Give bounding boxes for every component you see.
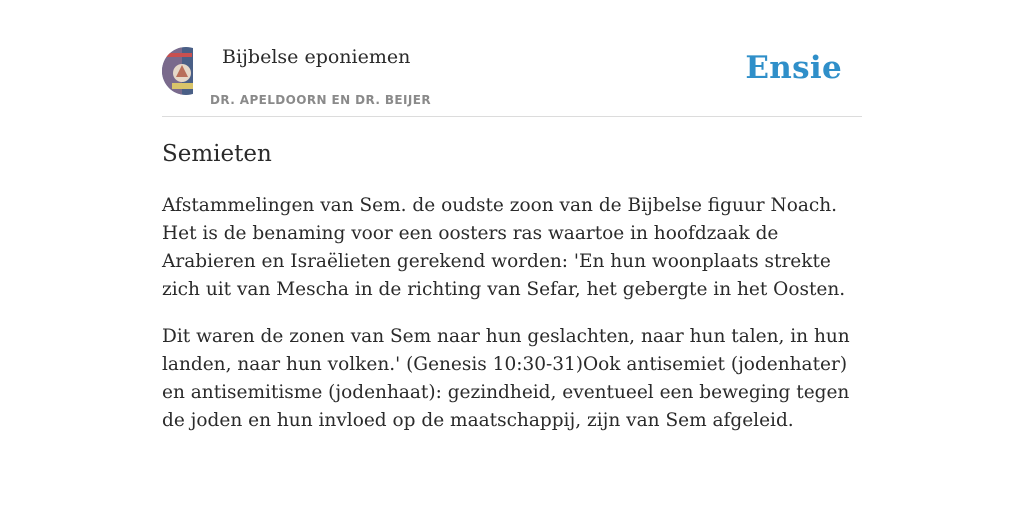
entry-paragraph: Dit waren de zonen van Sem naar hun geslachten, naar hun talen, in hun landen, naar hun volken.' (Genesis 10:30-31)Ook antisemiet (jodenhater) en antisemitisme (jodenhaat): gezindheid, eventueel een beweging tegen de joden en hun invloed op de maatschappij, zijn van Sem afgeleid. <box>162 326 850 431</box>
entry-paragraph: Afstammelingen van Sem. de oudste zoon van de Bijbelse figuur Noach. Het is de benaming voor een oosters ras waartoe in hoofdzaak de Arabieren en Israëlieten gerekend worden: 'En hun woonplaats strekte zich uit van Mescha in de richting van Sefar, het gebergte in het Oosten. <box>162 195 846 300</box>
ensie-logo[interactable]: Ensie <box>745 50 842 86</box>
entry-card <box>162 0 862 512</box>
book-authors: DR. APELDOORN EN DR. BEIJER <box>210 93 431 107</box>
entry-body <box>162 192 862 454</box>
entry-title: Semieten <box>162 141 272 167</box>
entry-header <box>162 0 862 117</box>
book-title[interactable]: Bijbelse eponiemen <box>222 46 411 68</box>
avatar-mask <box>193 47 210 95</box>
